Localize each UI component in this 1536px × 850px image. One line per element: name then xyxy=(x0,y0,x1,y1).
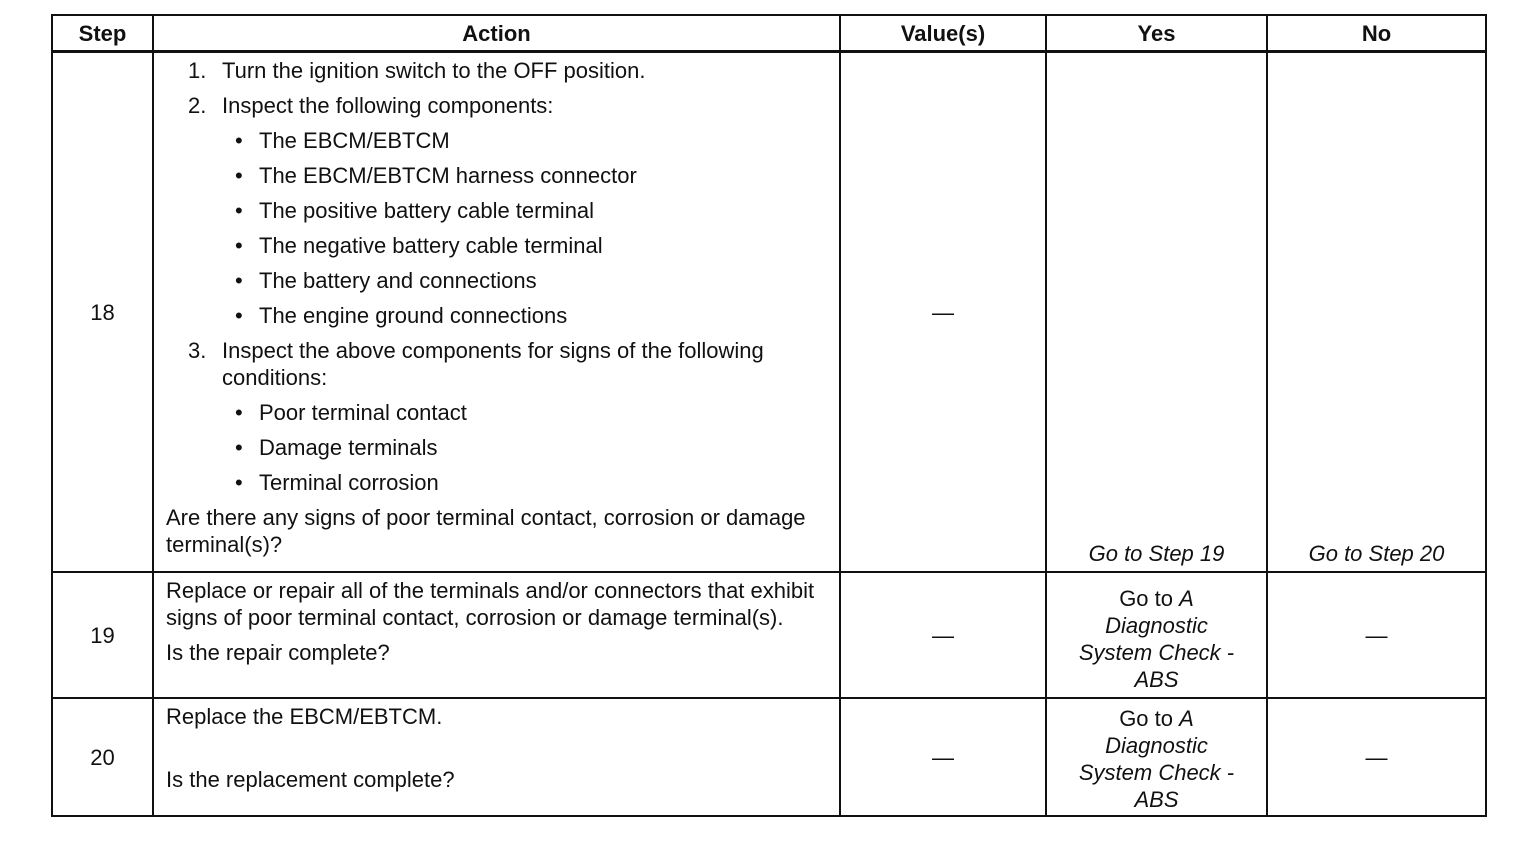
value-cell xyxy=(840,572,1046,698)
step-index: 3. xyxy=(188,338,207,363)
no-dash: — xyxy=(1365,622,1388,648)
yes-goto-link[interactable]: Go to Step 19 xyxy=(1088,541,1225,566)
bullet-icon: • xyxy=(235,400,243,425)
bullet-icon: • xyxy=(235,163,243,188)
list-item xyxy=(166,197,829,224)
numbered-step xyxy=(166,92,829,119)
action-cell xyxy=(153,698,840,816)
no-cell xyxy=(1267,52,1486,573)
numbered-step xyxy=(166,337,829,391)
list-item xyxy=(166,232,829,259)
question-text: Is the repair complete? xyxy=(166,640,390,665)
list-item xyxy=(166,434,829,461)
bullet-icon: • xyxy=(235,303,243,328)
question-text: Is the replacement complete? xyxy=(166,767,455,792)
bullet-icon: • xyxy=(235,470,243,495)
no-dash: — xyxy=(1365,744,1388,770)
value-dash: — xyxy=(932,622,954,648)
yes-cell xyxy=(1046,52,1267,573)
yes-cell xyxy=(1046,698,1267,816)
component-text: The battery and connections xyxy=(259,268,537,293)
step-index: 2. xyxy=(188,93,207,118)
list-item xyxy=(166,127,829,154)
yes-cell xyxy=(1046,572,1267,698)
question-text: Are there any signs of poor terminal contact, corrosion or damage terminal(s)? xyxy=(166,505,806,557)
value-cell xyxy=(840,698,1046,816)
component-text: The EBCM/EBTCM xyxy=(259,128,450,153)
table-row xyxy=(52,572,1486,698)
step-number: 20 xyxy=(52,698,153,816)
table-row xyxy=(52,698,1486,816)
header-no: No xyxy=(1267,15,1486,52)
component-text: The EBCM/EBTCM harness connector xyxy=(259,163,637,188)
value-cell xyxy=(840,52,1046,573)
value-dash: — xyxy=(932,299,954,325)
header-action: Action xyxy=(153,15,840,52)
list-item xyxy=(166,399,829,426)
header-row xyxy=(52,15,1486,52)
bullet-icon: • xyxy=(235,268,243,293)
list-item xyxy=(166,469,829,496)
action-text: Replace or repair all of the terminals and/or connectors that exhibit signs of poor terminal contact, corrosion or damage terminal(s). xyxy=(166,578,815,630)
step-text: Inspect the following components: xyxy=(222,93,554,118)
no-goto-link[interactable]: Go to Step 20 xyxy=(1308,541,1445,566)
goto-prefix: Go to xyxy=(1119,586,1173,611)
action-cell xyxy=(153,572,840,698)
condition-text: Poor terminal contact xyxy=(259,400,467,425)
value-dash: — xyxy=(932,744,954,770)
goto-prefix: Go to xyxy=(1119,706,1173,731)
component-text: The negative battery cable terminal xyxy=(259,233,603,258)
action-cell xyxy=(153,52,840,573)
condition-text: Terminal corrosion xyxy=(259,470,439,495)
goto-reference: A Diagnostic System Check - ABS xyxy=(1078,706,1235,812)
goto-reference: A Diagnostic System Check - ABS xyxy=(1078,586,1235,692)
step-number: 19 xyxy=(52,572,153,698)
list-item xyxy=(166,302,829,329)
step-number: 18 xyxy=(52,52,153,573)
step-text: Turn the ignition switch to the OFF position. xyxy=(222,58,646,83)
bullet-icon: • xyxy=(235,198,243,223)
header-yes: Yes xyxy=(1046,15,1267,52)
header-step: Step xyxy=(52,15,153,52)
step-text: Inspect the above components for signs of the following conditions: xyxy=(222,338,764,390)
numbered-step xyxy=(166,57,829,84)
yes-goto-link[interactable] xyxy=(1047,573,1266,693)
header-values: Value(s) xyxy=(840,15,1046,52)
diagnostic-table xyxy=(51,14,1487,817)
condition-text: Damage terminals xyxy=(259,435,438,460)
list-item xyxy=(166,162,829,189)
component-text: The engine ground connections xyxy=(259,303,568,328)
bullet-icon: • xyxy=(235,435,243,460)
list-item xyxy=(166,267,829,294)
table-row xyxy=(52,52,1486,573)
bullet-icon: • xyxy=(235,233,243,258)
step-index: 1. xyxy=(188,58,207,83)
no-cell xyxy=(1267,698,1486,816)
action-text: Replace the EBCM/EBTCM. xyxy=(166,704,443,729)
bullet-icon: • xyxy=(235,128,243,153)
no-cell xyxy=(1267,572,1486,698)
component-text: The positive battery cable terminal xyxy=(259,198,595,223)
yes-goto-link[interactable] xyxy=(1047,699,1266,813)
